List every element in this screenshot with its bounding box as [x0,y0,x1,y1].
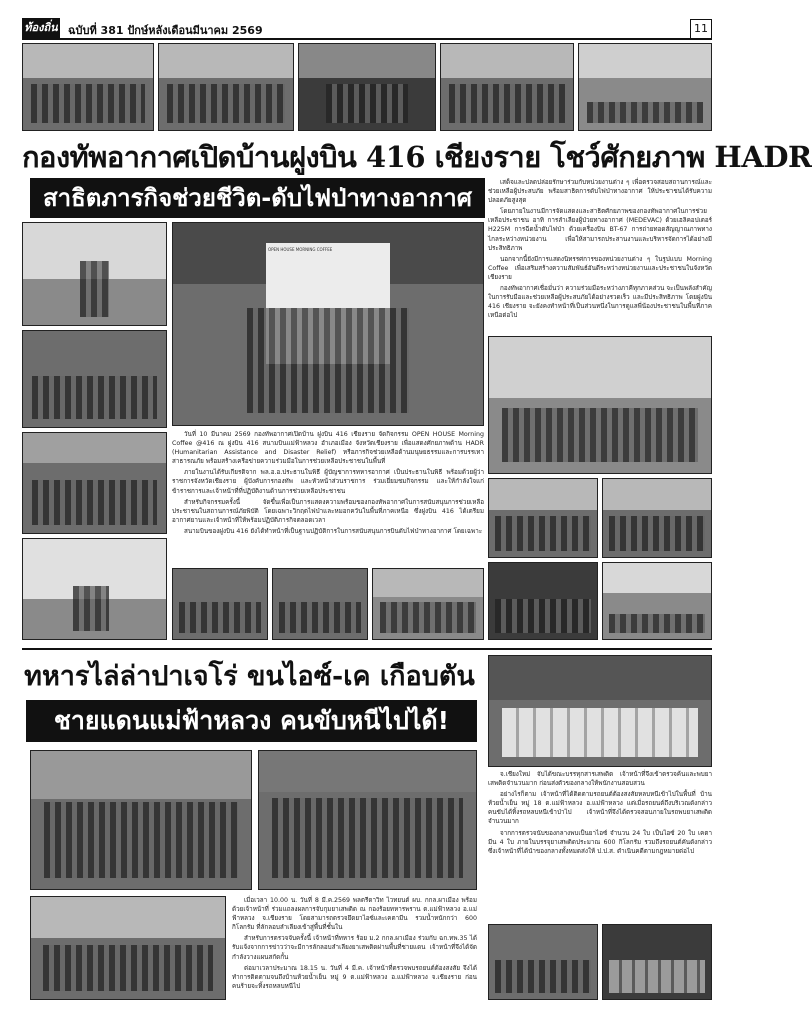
story2-subheadline: ชายแดนแม่ฟ้าหลวง คนขับหนีไปได้! [26,700,477,742]
page-number: 11 [690,19,712,39]
paragraph: กองทัพอากาศเชื่อมั่นว่า ความร่วมมือระหว่างภาคีทุกภาคส่วน จะเป็นพลังสำคัญในการรับมือและช่วยเหลือผู้ประสบภัยได้อย่างรวดเร็ว และมีประสิทธิภาพ โดยฝูงบิน 416 เชียงราย จะยังคงทำหน้าที่เป็นส่วนหนึ่งในการดูแลพี่น้องประชาชนในพื้นที่ภาคเหนือต่อไป [488,285,712,320]
paragraph: สนามบินของฝูงบิน 416 ยังได้ทำหน้าที่เป็นฐานปฏิบัติการในการสนับสนุนการบินดับไฟป่าทางอากาศ โดยเฉพาะ [184,527,483,535]
story1-photo-trucks [488,336,712,474]
story1-photo-tables [22,330,167,428]
story2-photo-officers [30,896,226,1000]
story2-photo-seized-drugs [488,655,712,767]
paragraph: อย่างไรก็ตาม เจ้าหน้าที่ได้ติดตามรถยนต์ต้องสงสัยหลบหนีเข้าไปในพื้นที่ บ้านห้วยน้ำเย็น หมู่ 18 ต.แม่ฟ้าหลวง อ.แม่ฟ้าหลวง แต่เมื่อรถยนต์ถึงบริเวณดังกล่าว คนขับได้ทิ้งรถหลบหนีเข้าป่าไป เจ้าหน้าที่จึงได้ตรวจสอบภายในรถพบยาเสพติดจำนวนมาก [488,791,712,826]
masthead [22,18,712,40]
story2-photo-press-briefing [258,750,477,890]
paragraph: วันที่ 10 มีนาคม 2569 กองทัพอากาศเปิดบ้าน ฝูงบิน 416 เชียงราย จัดกิจกรรม OPEN HOUSE Morning Coffee @416 ณ ฝูงบิน 416 สนามบินแม่ฟ้าหลวง อำเภอเมือง จังหวัดเชียงราย เพื่อแสดงศักยภาพด้าน HADR (Humanitarian Assistance and Disaster Relief) หรือภารกิจช่วยเหลือด้านมนุษยธรรมและการบรรเทาสาธารณภัย พร้อมสร้างเครือข่ายความร่วมมือในการช่วยเหลือประชาชนในพื้นที่ [172,431,484,466]
story1-photo-runway [22,222,167,326]
story1-subheadline: สาธิตภารกิจช่วยชีวิต-ดับไฟป่าทางอากาศ [30,178,485,218]
story1-photo-vehicle [602,478,712,558]
section-divider [22,648,712,650]
paragraph: ต่อมาเวลาประมาณ 18.15 น. วันที่ 4 มี.ค. เจ้าหน้าที่ตรวจพบรถยนต์ต้องสงสัย จึงได้ทำการติดตามจนถึงบ้านห้วยน้ำเย็น หมู่ 9 ต.แม่ฟ้าหลวง อ.แม่ฟ้าหลวง จ.เชียงราย ก่อนคนร้ายจะทิ้งรถหลบหนีไป [232,964,477,990]
story1-right-column [488,178,712,333]
paragraph: เมื่อเวลา 10.00 น. วันที่ 8 มี.ค.2569 พลตรีดาวิท ไวทยนต์ ผบ. กกล.ผาเมือง พร้อมด้วยเจ้าหน้าที่ ร่วมแถลงผลการจับกุมยาเสพติด ณ กองร้อยทหารพราน ต.แม่ฟ้าหลวง อ.แม่ฟ้าหลวง จ.เชียงราย โดยสามารถตรวจยึดยาไอซ์และเคตามีน รวมน้ำหนักกว่า 600 กิโลกรัม ที่ลักลอบลำเลียงเข้าสู่พื้นที่ชั้นใน [232,897,477,932]
story2-photo-inspection [488,924,598,1000]
paragraph: จากการตรวจนับของกลางพบเป็นยาไอซ์ จำนวน 24 ใบ เป็นไอซ์ 20 ใบ เคตามีน 4 ใบ ภายในบรรจุยาเสพติดประมาณ 600 กิโลกรัม รวมถึงรถยนต์คันดังกล่าว ซึ่งเจ้าหน้าที่ได้นำของกลางทั้งหมดส่งให้ ป.ป.ส. ดำเนินคดีตามกฎหมายต่อไป [488,829,712,855]
story1-photo-firetrucks [488,478,598,558]
story1-photo-guests [22,432,167,534]
top-photo-1 [22,43,154,131]
paragraph: นอกจากนี้ยังมีการแสดงนิทรรศการของหน่วยงานต่าง ๆ ในรูปแบบ Morning Coffee เพื่อเสริมสร้างความสัมพันธ์อันดีระหว่างหน่วยงานและประชาชนในจังหวัดเชียงราย [488,255,712,281]
top-photo-2 [158,43,294,131]
paragraph: สำหรับการตรวจจับครั้งนี้ เจ้าหน้าที่ทหาร ร้อย ม.2 กกล.ผาเมือง ร่วมกับ ฉก.ทพ.35 ได้รับแจ้งจากการข่าวว่าจะมีการลักลอบลำเลียงยาเสพติดผ่านพื้นที่ชายแดน เจ้าหน้าที่จึงได้จัดกำลังวางแผนสกัดกั้น [232,935,477,961]
newspaper-logo: ท้องถิ่น [22,18,60,38]
story2-right-text [488,770,712,920]
issue-info: ฉบับที่ 381 ปักษ์หลังเดือนมีนาคม 2569 [68,24,263,37]
story2-headline: ทหารไล่ล่าปาเจโร่ ขนไอซ์-เค เกือบตัน [24,661,475,692]
story1-photo-aircraft [602,562,712,640]
story1-photo-table-guests [172,568,268,640]
top-photo-4 [440,43,574,131]
story2-main-text [232,896,477,1000]
paragraph: สำหรับกิจกรรมครั้งนี้ จัดขึ้นเพื่อเป็นการแสดงความพร้อมของกองทัพอากาศในการสนับสนุนการช่วยเหลือประชาชนในสถานการณ์ภัยพิบัติ โดยเฉพาะวิกฤตไฟป่าและหมอกควันในพื้นที่ภาคเหนือ ซึ่งฝูงบิน 416 ได้เตรียมอากาศยานและเจ้าหน้าที่ให้พร้อมปฏิบัติภารกิจตลอดเวลา [172,498,484,524]
story1-photo-buffet [272,568,368,640]
paragraph: จ.เชียงใหม่ จับได้ขณะบรรทุกสารเสพติด เจ้าหน้าที่จึงเข้าตรวจค้นและพบยาเสพติดจำนวนมาก ก่อนส่งตัวของกลางให้พนักงานสอบสวน [488,771,712,788]
story2-photo-sacks [602,924,712,1000]
story1-photo-equipment [488,562,598,640]
paragraph: ภายในงานได้รับเกียรติจาก พล.อ.อ.ประธานในพิธี ผู้บัญชาการทหารอากาศ เป็นประธานในพิธี พร้อมด้วยผู้ว่าราชการจังหวัดเชียงราย ผู้บังคับการกองทัพ และหัวหน้าส่วนราชการ ร่วมเยี่ยมชมกิจกรรม และให้กำลังใจแก่ข้าราชการและเจ้าหน้าที่ที่ปฏิบัติงานด้านการช่วยเหลือประชาชน [172,469,484,495]
story2-photo-soldiers-evidence [30,750,252,890]
story1-headline: กองทัพอากาศเปิดบ้านฝูงบิน 416 เชียงราย โชว์ศักยภาพ HADR [22,140,812,174]
paragraph: โดยภายในงานมีการจัดแสดงและสาธิตศักยภาพของกองทัพอากาศในการช่วยเหลือประชาชน อาทิ การลำเลียงผู้ป่วยทางอากาศ (MEDEVAC) ด้วยเฮลิคอปเตอร์ H225M การฉีดน้ำดับไฟป่า ด้วยเครื่องบิน BT-67 การถ่ายทอดสัญญาณภาพทางไกลระหว่างหน่วยงาน เพื่อให้สามารถประสานงานและบริหารจัดการได้อย่างมีประสิทธิภาพ [488,208,712,252]
top-photo-5 [578,43,712,131]
stage-sign: OPEN HOUSE MORNING COFFEE [268,247,333,253]
story1-main-text [172,430,484,564]
story1-photo-group [372,568,484,640]
paragraph: เสด็จและปลดปล่อยรักษาร่วมกับหน่วยงานต่าง ๆ เพื่อตรวจสอบสถานการณ์และช่วยเหลือผู้ประสบภัย พร้อมสาธิตการดับไฟป่าทางอากาศ ให้ประชาชนได้รับความปลอดภัยสูงสุด [488,179,712,205]
story1-photo-tower [22,538,167,640]
top-photo-3 [298,43,436,131]
story1-main-photo [172,222,484,426]
